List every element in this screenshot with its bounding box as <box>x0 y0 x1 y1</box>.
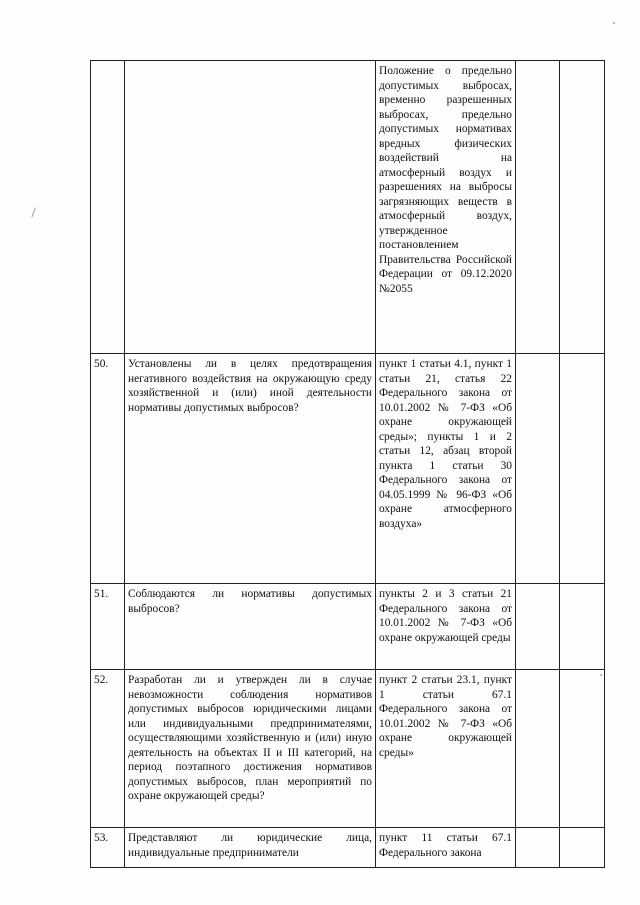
legal-reference-cell: пункт 1 статьи 4.1, пункт 1 статьи 21, статья 22 Федерального закона от 10.01.2002 № 7-ФЗ «Об охране окружающей среды»; пункты 1 и 2 статьи 12, абзац второй пункта 1 статьи 30 Федерального закона от 04.05.1999 № 96-ФЗ «Об охране атмосферного воздуха» <box>376 354 516 584</box>
note-cell <box>560 61 605 354</box>
answer-cell <box>516 670 560 828</box>
question-cell: Разработан ли и утвержден ли в случае невозможности соблюдения нормативов допустимых выбросов юридическими лицами или индивидуальными предпринимателями, осуществляющими хозяйственную и (или) иную деятельность на объектах II и III категорий, на период поэтапного достижения нормативов допустимых выбросов, план мероприятий по охране окружающей среды? <box>125 670 376 828</box>
table-row <box>91 584 605 670</box>
note-cell <box>560 670 605 828</box>
legal-reference-cell: пункты 2 и 3 статьи 21 Федерального закона от 10.01.2002 № 7-ФЗ «Об охране окружающей среды <box>376 584 516 670</box>
answer-cell <box>516 828 560 868</box>
row-number: 53. <box>91 828 125 868</box>
note-cell <box>560 354 605 584</box>
question-cell: Представляют ли юридические лица, индивидуальные предприниматели <box>125 828 376 868</box>
note-cell <box>560 584 605 670</box>
legal-reference-cell: пункт 11 статьи 67.1 Федерального закона <box>376 828 516 868</box>
question-cell: Установлены ли в целях предотвращения негативного воздействия на окружающую среду хозяйственной и (или) иной деятельности нормативы допустимых выбросов? <box>125 354 376 584</box>
scan-dot <box>613 22 615 24</box>
table-row <box>91 61 605 354</box>
scan-mark <box>31 207 39 218</box>
legal-reference-cell: Положение о предельно допустимых выбросах, временно разрешенных выбросах, предельно допустимых нормативах вредных физических воздействий на атмосферный воздух и разрешениях на выбросы загрязняющих веществ в атмосферный воздух, утвержденное постановлением Правительства Российской Федерации от 09.12.2020 №2055 <box>376 61 516 354</box>
question-cell: Соблюдаются ли нормативы допустимых выбросов? <box>125 584 376 670</box>
table-row <box>91 354 605 584</box>
row-number: 52. <box>91 670 125 828</box>
row-number: 50. <box>91 354 125 584</box>
row-number <box>91 61 125 354</box>
question-cell <box>125 61 376 354</box>
table-row <box>91 828 605 868</box>
answer-cell <box>516 354 560 584</box>
checklist-table <box>90 60 605 868</box>
note-cell <box>560 828 605 868</box>
table-row <box>91 670 605 828</box>
legal-reference-cell: пункт 2 статьи 23.1, пункт 1 статьи 67.1 Федерального закона от 10.01.2002 № 7-ФЗ «Об охране окружающей среды» <box>376 670 516 828</box>
answer-cell <box>516 584 560 670</box>
row-number: 51. <box>91 584 125 670</box>
answer-cell <box>516 61 560 354</box>
